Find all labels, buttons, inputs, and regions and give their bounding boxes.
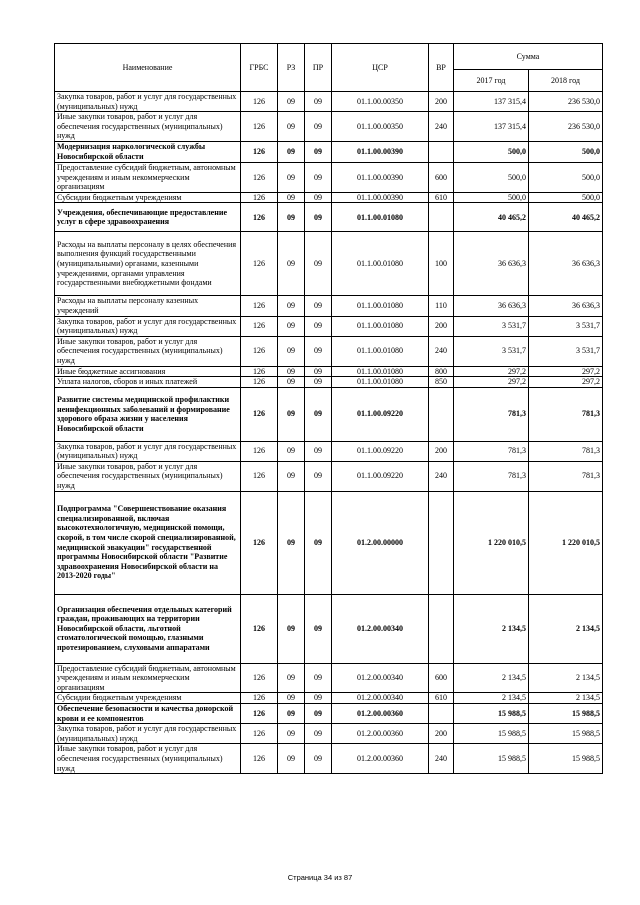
row-rz: 09 — [278, 387, 305, 441]
row-pr: 09 — [305, 704, 332, 724]
row-value-2018: 297,2 — [529, 366, 603, 377]
row-grbs: 126 — [241, 491, 278, 594]
table-row — [55, 693, 603, 704]
row-name: Обеспечение безопасности и качества донорской крови и ее компонентов — [55, 704, 241, 724]
table-row — [55, 744, 603, 774]
row-grbs: 126 — [241, 387, 278, 441]
row-name: Предоставление субсидий бюджетным, автономным учреждениям и иным некоммерческим организациям — [55, 162, 241, 192]
row-csr: 01.1.00.01080 — [332, 232, 429, 296]
row-name: Закупка товаров, работ и услуг для государственных (муниципальных) нужд — [55, 316, 241, 336]
row-value-2018: 40 465,2 — [529, 203, 603, 232]
row-csr: 01.1.00.01080 — [332, 316, 429, 336]
table-row — [55, 366, 603, 377]
row-value-2018: 36 636,3 — [529, 232, 603, 296]
row-value-2018: 15 988,5 — [529, 704, 603, 724]
row-rz: 09 — [278, 112, 305, 142]
row-name: Организация обеспечения отдельных категорий граждан, проживающих на территории Новосибирской области, льготной стоматологической помощью, глазными протезированием, слуховыми аппаратами — [55, 594, 241, 663]
row-rz: 09 — [278, 316, 305, 336]
table-row — [55, 704, 603, 724]
row-csr: 01.2.00.00360 — [332, 704, 429, 724]
row-name: Закупка товаров, работ и услуг для государственных (муниципальных) нужд — [55, 441, 241, 461]
row-rz: 09 — [278, 296, 305, 316]
row-vr — [429, 491, 454, 594]
row-grbs: 126 — [241, 461, 278, 491]
row-value-2017: 781,3 — [454, 387, 529, 441]
row-grbs: 126 — [241, 441, 278, 461]
row-grbs: 126 — [241, 162, 278, 192]
row-pr: 09 — [305, 744, 332, 774]
row-pr: 09 — [305, 441, 332, 461]
row-value-2018: 500,0 — [529, 162, 603, 192]
row-pr: 09 — [305, 693, 332, 704]
row-pr: 09 — [305, 663, 332, 693]
row-pr: 09 — [305, 92, 332, 112]
row-rz: 09 — [278, 744, 305, 774]
row-name: Расходы на выплаты персоналу в целях обеспечения выполнения функций государственными (муниципальными) органами, казенными учреждениями, органами управления государственными внебюджетными фондами — [55, 232, 241, 296]
table-row — [55, 377, 603, 388]
row-grbs: 126 — [241, 663, 278, 693]
header-rz: РЗ — [278, 44, 305, 92]
table-row — [55, 724, 603, 744]
row-grbs: 126 — [241, 724, 278, 744]
row-csr: 01.1.00.00390 — [332, 162, 429, 192]
row-value-2018: 236 530,0 — [529, 92, 603, 112]
row-name: Уплата налогов, сборов и иных платежей — [55, 377, 241, 388]
table-row — [55, 663, 603, 693]
row-rz: 09 — [278, 92, 305, 112]
table-row — [55, 141, 603, 162]
row-grbs: 126 — [241, 203, 278, 232]
row-pr: 09 — [305, 316, 332, 336]
header-year-2017: 2017 год — [454, 70, 529, 92]
row-pr: 09 — [305, 232, 332, 296]
row-value-2017: 3 531,7 — [454, 336, 529, 366]
row-value-2017: 3 531,7 — [454, 316, 529, 336]
document-page — [54, 43, 602, 774]
row-grbs: 126 — [241, 594, 278, 663]
table-body — [55, 92, 603, 774]
row-csr: 01.1.00.01080 — [332, 203, 429, 232]
row-rz: 09 — [278, 724, 305, 744]
row-csr: 01.2.00.00340 — [332, 663, 429, 693]
row-value-2018: 500,0 — [529, 192, 603, 203]
row-vr — [429, 141, 454, 162]
table-row — [55, 232, 603, 296]
row-value-2018: 2 134,5 — [529, 693, 603, 704]
table-row — [55, 192, 603, 203]
row-value-2018: 15 988,5 — [529, 744, 603, 774]
row-csr: 01.1.00.01080 — [332, 296, 429, 316]
row-value-2017: 2 134,5 — [454, 594, 529, 663]
row-vr — [429, 387, 454, 441]
row-name: Субсидии бюджетным учреждениям — [55, 693, 241, 704]
row-name: Расходы на выплаты персоналу казенных учреждений — [55, 296, 241, 316]
row-value-2018: 781,3 — [529, 461, 603, 491]
row-vr — [429, 203, 454, 232]
row-rz: 09 — [278, 663, 305, 693]
row-rz: 09 — [278, 366, 305, 377]
row-rz: 09 — [278, 441, 305, 461]
header-sum: Сумма — [454, 44, 603, 70]
header-csr: ЦСР — [332, 44, 429, 92]
row-pr: 09 — [305, 112, 332, 142]
row-vr: 240 — [429, 744, 454, 774]
row-value-2017: 36 636,3 — [454, 232, 529, 296]
row-csr: 01.1.00.01080 — [332, 336, 429, 366]
row-vr: 800 — [429, 366, 454, 377]
row-csr: 01.1.00.00350 — [332, 112, 429, 142]
row-csr: 01.1.00.00350 — [332, 92, 429, 112]
row-pr: 09 — [305, 377, 332, 388]
row-value-2017: 15 988,5 — [454, 704, 529, 724]
header-pr: ПР — [305, 44, 332, 92]
row-csr: 01.1.00.09220 — [332, 441, 429, 461]
row-value-2017: 2 134,5 — [454, 663, 529, 693]
row-pr: 09 — [305, 192, 332, 203]
row-pr: 09 — [305, 724, 332, 744]
row-value-2017: 500,0 — [454, 162, 529, 192]
row-value-2018: 297,2 — [529, 377, 603, 388]
row-grbs: 126 — [241, 296, 278, 316]
row-value-2018: 2 134,5 — [529, 663, 603, 693]
row-name: Предоставление субсидий бюджетным, автономным учреждениям и иным некоммерческим организациям — [55, 663, 241, 693]
row-value-2017: 137 315,4 — [454, 92, 529, 112]
row-vr — [429, 594, 454, 663]
row-name: Субсидии бюджетным учреждениям — [55, 192, 241, 203]
row-pr: 09 — [305, 366, 332, 377]
row-grbs: 126 — [241, 112, 278, 142]
row-rz: 09 — [278, 461, 305, 491]
row-rz: 09 — [278, 336, 305, 366]
row-rz: 09 — [278, 704, 305, 724]
row-vr: 200 — [429, 441, 454, 461]
row-rz: 09 — [278, 693, 305, 704]
budget-table — [54, 43, 603, 774]
row-csr: 01.2.00.00340 — [332, 594, 429, 663]
table-row — [55, 594, 603, 663]
row-pr: 09 — [305, 336, 332, 366]
row-vr: 610 — [429, 192, 454, 203]
row-grbs: 126 — [241, 377, 278, 388]
header-grbs: ГРБС — [241, 44, 278, 92]
row-vr: 200 — [429, 92, 454, 112]
row-vr: 600 — [429, 663, 454, 693]
row-name: Иные закупки товаров, работ и услуг для обеспечения государственных (муниципальных) нужд — [55, 112, 241, 142]
row-rz: 09 — [278, 162, 305, 192]
header-year-2018: 2018 год — [529, 70, 603, 92]
table-row — [55, 491, 603, 594]
row-csr: 01.1.00.01080 — [332, 377, 429, 388]
row-value-2017: 297,2 — [454, 366, 529, 377]
row-vr: 240 — [429, 461, 454, 491]
row-value-2017: 1 220 010,5 — [454, 491, 529, 594]
row-pr: 09 — [305, 491, 332, 594]
row-vr: 110 — [429, 296, 454, 316]
row-grbs: 126 — [241, 336, 278, 366]
row-vr: 610 — [429, 693, 454, 704]
row-vr: 100 — [429, 232, 454, 296]
row-value-2017: 781,3 — [454, 461, 529, 491]
row-pr: 09 — [305, 461, 332, 491]
row-pr: 09 — [305, 162, 332, 192]
row-vr: 600 — [429, 162, 454, 192]
row-csr: 01.2.00.00340 — [332, 693, 429, 704]
table-row — [55, 162, 603, 192]
row-name: Развитие системы медицинской профилактики неинфекционных заболеваний и формирование здорового образа жизни у населения Новосибирской области — [55, 387, 241, 441]
row-value-2018: 781,3 — [529, 441, 603, 461]
row-value-2017: 137 315,4 — [454, 112, 529, 142]
row-value-2018: 36 636,3 — [529, 296, 603, 316]
table-row — [55, 441, 603, 461]
row-csr: 01.2.00.00360 — [332, 744, 429, 774]
table-row — [55, 296, 603, 316]
row-name: Иные бюджетные ассигнования — [55, 366, 241, 377]
row-name: Иные закупки товаров, работ и услуг для обеспечения государственных (муниципальных) нужд — [55, 336, 241, 366]
row-pr: 09 — [305, 203, 332, 232]
row-vr: 240 — [429, 336, 454, 366]
row-csr: 01.2.00.00000 — [332, 491, 429, 594]
row-csr: 01.1.00.00390 — [332, 141, 429, 162]
row-vr — [429, 704, 454, 724]
row-csr: 01.1.00.01080 — [332, 366, 429, 377]
row-grbs: 126 — [241, 744, 278, 774]
row-grbs: 126 — [241, 704, 278, 724]
row-value-2017: 297,2 — [454, 377, 529, 388]
row-grbs: 126 — [241, 366, 278, 377]
row-csr: 01.1.00.00390 — [332, 192, 429, 203]
row-rz: 09 — [278, 377, 305, 388]
row-rz: 09 — [278, 232, 305, 296]
row-grbs: 126 — [241, 92, 278, 112]
header-vr: ВР — [429, 44, 454, 92]
table-row — [55, 316, 603, 336]
row-vr: 850 — [429, 377, 454, 388]
row-name: Модернизация наркологической службы Новосибирской области — [55, 141, 241, 162]
row-value-2018: 3 531,7 — [529, 336, 603, 366]
header-name: Наименование — [55, 44, 241, 92]
row-value-2018: 2 134,5 — [529, 594, 603, 663]
row-csr: 01.2.00.00360 — [332, 724, 429, 744]
table-row — [55, 203, 603, 232]
row-vr: 240 — [429, 112, 454, 142]
row-pr: 09 — [305, 296, 332, 316]
row-rz: 09 — [278, 192, 305, 203]
row-value-2017: 500,0 — [454, 141, 529, 162]
page-number: Страница 34 из 87 — [287, 873, 353, 882]
row-name: Иные закупки товаров, работ и услуг для обеспечения государственных (муниципальных) нужд — [55, 744, 241, 774]
row-vr: 200 — [429, 316, 454, 336]
row-value-2017: 781,3 — [454, 441, 529, 461]
row-pr: 09 — [305, 387, 332, 441]
row-value-2018: 236 530,0 — [529, 112, 603, 142]
row-value-2017: 2 134,5 — [454, 693, 529, 704]
row-value-2018: 781,3 — [529, 387, 603, 441]
row-rz: 09 — [278, 203, 305, 232]
row-pr: 09 — [305, 594, 332, 663]
row-pr: 09 — [305, 141, 332, 162]
row-name: Подпрограмма "Совершенствование оказания специализированной, включая высокотехнологичную, медицинской помощи, скорой, в том числе скорой специализированной, медицинской эвакуации" государственной программы Новосибирской области "Развитие здравоохранения Новосибирской области на 2013-2020 годы" — [55, 491, 241, 594]
row-rz: 09 — [278, 491, 305, 594]
row-grbs: 126 — [241, 316, 278, 336]
table-row — [55, 92, 603, 112]
row-grbs: 126 — [241, 192, 278, 203]
row-name: Закупка товаров, работ и услуг для государственных (муниципальных) нужд — [55, 92, 241, 112]
row-value-2017: 500,0 — [454, 192, 529, 203]
row-name: Учреждения, обеспечивающие предоставление услуг в сфере здравоохранения — [55, 203, 241, 232]
table-row — [55, 336, 603, 366]
row-vr: 200 — [429, 724, 454, 744]
table-row — [55, 112, 603, 142]
row-value-2017: 40 465,2 — [454, 203, 529, 232]
row-value-2018: 15 988,5 — [529, 724, 603, 744]
row-grbs: 126 — [241, 232, 278, 296]
row-name: Закупка товаров, работ и услуг для государственных (муниципальных) нужд — [55, 724, 241, 744]
row-rz: 09 — [278, 141, 305, 162]
table-row — [55, 387, 603, 441]
row-csr: 01.1.00.09220 — [332, 387, 429, 441]
row-grbs: 126 — [241, 693, 278, 704]
row-value-2018: 500,0 — [529, 141, 603, 162]
row-value-2017: 15 988,5 — [454, 724, 529, 744]
table-row — [55, 461, 603, 491]
row-value-2018: 3 531,7 — [529, 316, 603, 336]
row-name: Иные закупки товаров, работ и услуг для обеспечения государственных (муниципальных) нужд — [55, 461, 241, 491]
row-rz: 09 — [278, 594, 305, 663]
row-value-2017: 15 988,5 — [454, 744, 529, 774]
row-grbs: 126 — [241, 141, 278, 162]
row-csr: 01.1.00.09220 — [332, 461, 429, 491]
row-value-2017: 36 636,3 — [454, 296, 529, 316]
row-value-2018: 1 220 010,5 — [529, 491, 603, 594]
